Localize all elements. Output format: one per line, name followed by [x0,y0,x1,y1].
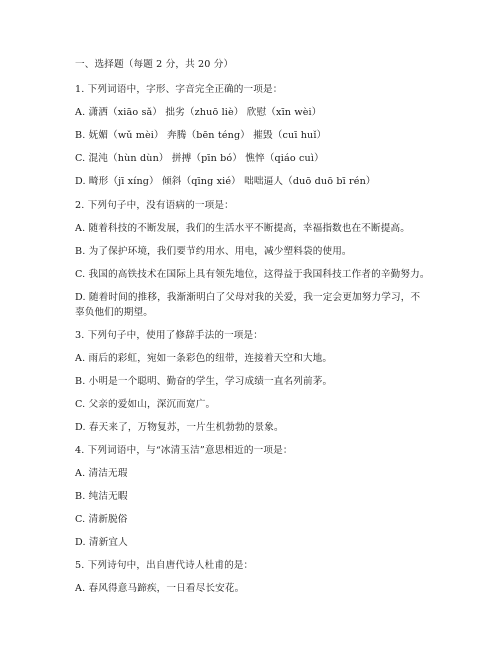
question-2-option-d: D. 随着时间的推移，我渐渐明白了父母对我的关爱，我一定会更加努力学习，不 [75,292,421,303]
question-3-option-b: B. 小明是一个聪明、勤奋的学生，学习成绩一直名列前茅。 [75,376,333,387]
question-4-stem: 4. 下列词语中，与“冰清玉洁”意思相近的一项是： [75,445,293,456]
question-2-option-b: B. 为了保护环境，我们要节约用水、用电，减少塑料袋的使用。 [75,246,352,257]
question-2-option-a: A. 随着科技的不断发展，我们的生活水平不断提高，幸福指数也在不断提高。 [75,223,411,234]
question-3-option-a: A. 雨后的彩虹，宛如一条彩色的纽带，连接着天空和大地。 [75,353,333,364]
question-4-option-d: D. 清新宜人 [75,537,128,548]
question-5-option-a: A. 春风得意马蹄疾，一日看尽长安花。 [75,583,245,594]
question-2-option-d-continued: 辜负他们的期望。 [75,307,153,318]
question-2-option-c: C. 我国的高铁技术在国际上具有领先地位，这得益于我国科技工作者的辛勤努力。 [75,269,430,280]
question-1-option-b: B. 妩媚（wǔ mèi） 奔腾（bēn téng） 摧毁（cuī huǐ） [75,130,327,141]
question-3-option-d: D. 春天来了，万物复苏，一片生机勃勃的景象。 [75,422,284,433]
question-3-stem: 3. 下列句子中，使用了修辞手法的一项是： [75,330,264,341]
question-4-option-c: C. 清新脱俗 [75,514,128,525]
question-1-option-c: C. 混沌（hùn dùn） 拼搏（pīn bó） 憔悴（qiáo cuì） [75,153,324,164]
section-heading: 一、选择题（每题 2 分，共 20 分） [75,59,234,70]
question-4-option-b: B. 纯洁无暇 [75,491,128,502]
question-3-option-c: C. 父亲的爱如山，深沉而宽广。 [75,399,216,410]
question-1-stem: 1. 下列词语中，字形、字音完全正确的一项是： [75,84,283,95]
question-2-stem: 2. 下列句子中，没有语病的一项是： [75,200,234,211]
question-5-stem: 5. 下列诗句中，出自唐代诗人杜甫的是： [75,560,254,571]
question-1-option-a: A. 潇洒（xiāo sǎ） 拙劣（zhuō liè） 欣慰（xīn wèi） [75,107,322,118]
question-1-option-d: D. 畸形（jī xíng） 倾斜（qīng xié） 咄咄逼人（duō duō bī rén） [75,176,376,187]
question-4-option-a: A. 清洁无瑕 [75,468,128,479]
